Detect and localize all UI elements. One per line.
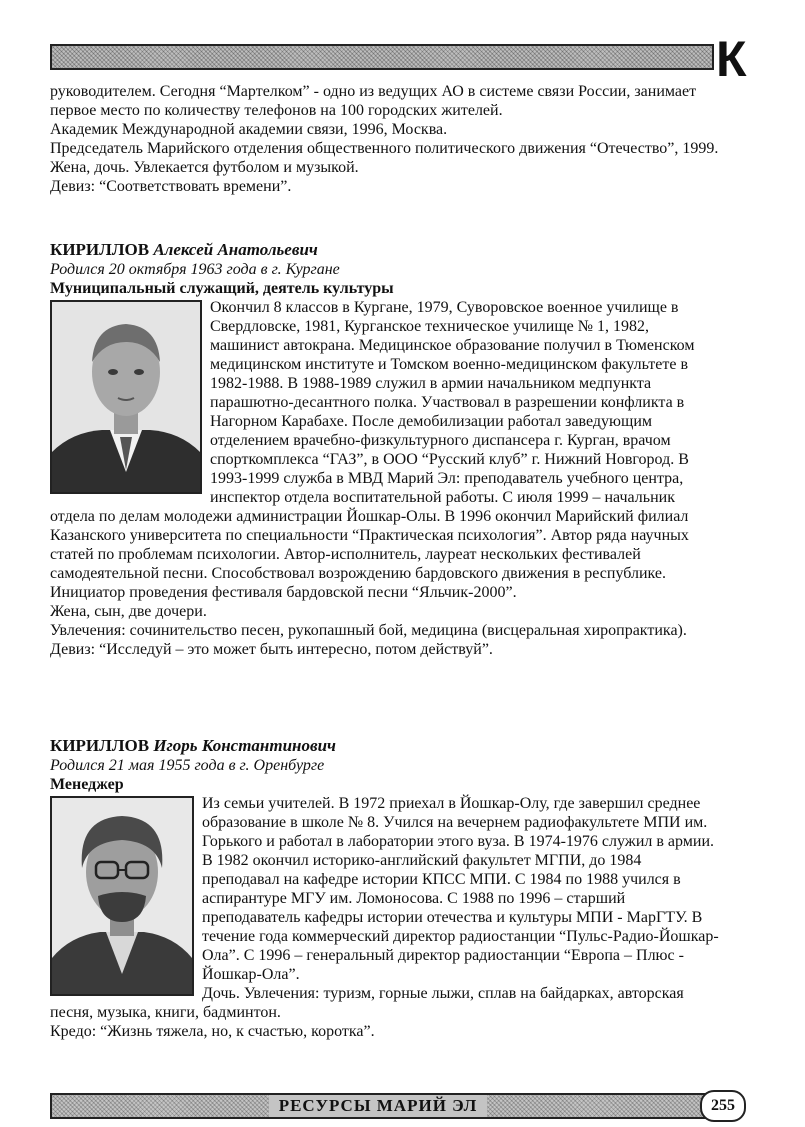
entry-kirillov-aleksey [50,240,722,659]
intro-paragraph: Жена, дочь. Увлекается футболом и музыкой. [50,159,359,176]
given-name: Игорь Константинович [153,736,336,755]
portrait-photo [50,796,194,996]
motto: Девиз: “Исследуй – это может быть интересно, потом действуй”. [50,641,493,658]
hobbies: Дочь. Увлечения: туризм, горные лыжи, сплав на байдарках, авторская песня, музыка, книги, бадминтон. [50,985,684,1021]
footer-bar [50,1093,706,1119]
surname: КИРИЛЛОВ [50,240,150,259]
surname: КИРИЛЛОВ [50,736,150,755]
person-name [50,240,722,260]
intro-paragraph: Академик Международной академии связи, 1996, Москва. [50,121,448,138]
intro-paragraph: руководителем. Сегодня “Мартелком” - одно из ведущих АО в системе связи России, занимает первое место по количеству телефонов на 100 городских жителей. [50,83,697,119]
intro-paragraph: Девиз: “Соответствовать времени”. [50,178,292,195]
header-bar [50,44,714,70]
entry-kirillov-igor [50,736,722,1041]
birth-info: Родился 20 октября 1963 года в г. Кургане [50,261,340,278]
intro-block [50,82,722,196]
portrait-photo [50,300,202,494]
birth-info: Родился 21 мая 1955 года в г. Оренбурге [50,757,325,774]
family: Жена, сын, две дочери. [50,603,207,620]
occupation: Менеджер [50,776,124,793]
hobbies: Увлечения: сочинительство песен, рукопашный бой, медицина (висцеральная хиропрактика). [50,622,687,639]
given-name: Алексей Анатольевич [153,240,318,259]
biography [50,794,722,984]
biography [50,298,722,602]
section-letter: К [716,31,747,87]
motto: Кредо: “Жизнь тяжела, но, к счастью, коротка”. [50,1023,375,1040]
occupation: Муниципальный служащий, деятель культуры [50,280,394,297]
footer-title: РЕСУРСЫ МАРИЙ ЭЛ [269,1095,488,1117]
intro-paragraph: Председатель Марийского отделения общественного политического движения “Отечество”, 1999. [50,140,719,157]
biography-text: Из семьи учителей. В 1972 приехал в Йошкар-Олу, где завершил среднее образование в школе № 8. Учился на вечернем радиофакультете МПИ им. Горького и работал в лаборатории этого вуза. В 1974-1976 служил в армии. В 1982 окончил историко-английский факультет МГПИ, до 1984 преподавал на кафедре истории КПСС МПИ. С 1984 по 1988 учился в аспирантуре МГУ им. Ломоносова. С 1988 по 1996 – старший преподаватель кафедры истории отечества и культуры МПИ - МарГТУ. В течение года коммерческий директор радиостанции “Пульс-Радио-Йошкар-Ола”. С 1996 – генеральный директор радиостанции “Европа – Плюс - Йошкар-Ола”. [202,795,719,983]
page-number: 255 [700,1090,746,1122]
biography-text: Окончил 8 классов в Кургане, 1979, Суворовское военное училище в Свердловске, 1981, Курганское техническое училище № 1, 1982, машинист автокрана. Медицинское образование получил в Тюменском медицинском институте и Томском военно-медицинском факультете в 1982-1988. В 1988-1989 служил в армии начальником медпункта парашютно-десантного полка. Участвовал в разрешении конфликта в Нагорном Карабахе. После демобилизации работал заведующим отделением врачебно-физкультурного диспансера г. Курган, врачом спорткомплекса “ГАЗ”, в ООО “Русский клуб” г. Нижний Новгород. В 1993-1999 служба в МВД Марий Эл: преподаватель учебного центра, инспектор отдела воспитательной работы. С июля 1999 – начальник отдела по делам молодежи администрации Йошкар-Олы. В 1996 окончил Марийский филиал Казанского университета по специальности “Практическая психология”. Автор ряда научных статей по проблемам психологии. Автор-исполнитель, лауреат нескольких фестивалей самодеятельной песни. Способствовал возрождению бардовского движения в республике. Инициатор проведения фестиваля бардовской песни “Яльчик-2000”. [50,299,695,601]
person-name [50,736,722,756]
